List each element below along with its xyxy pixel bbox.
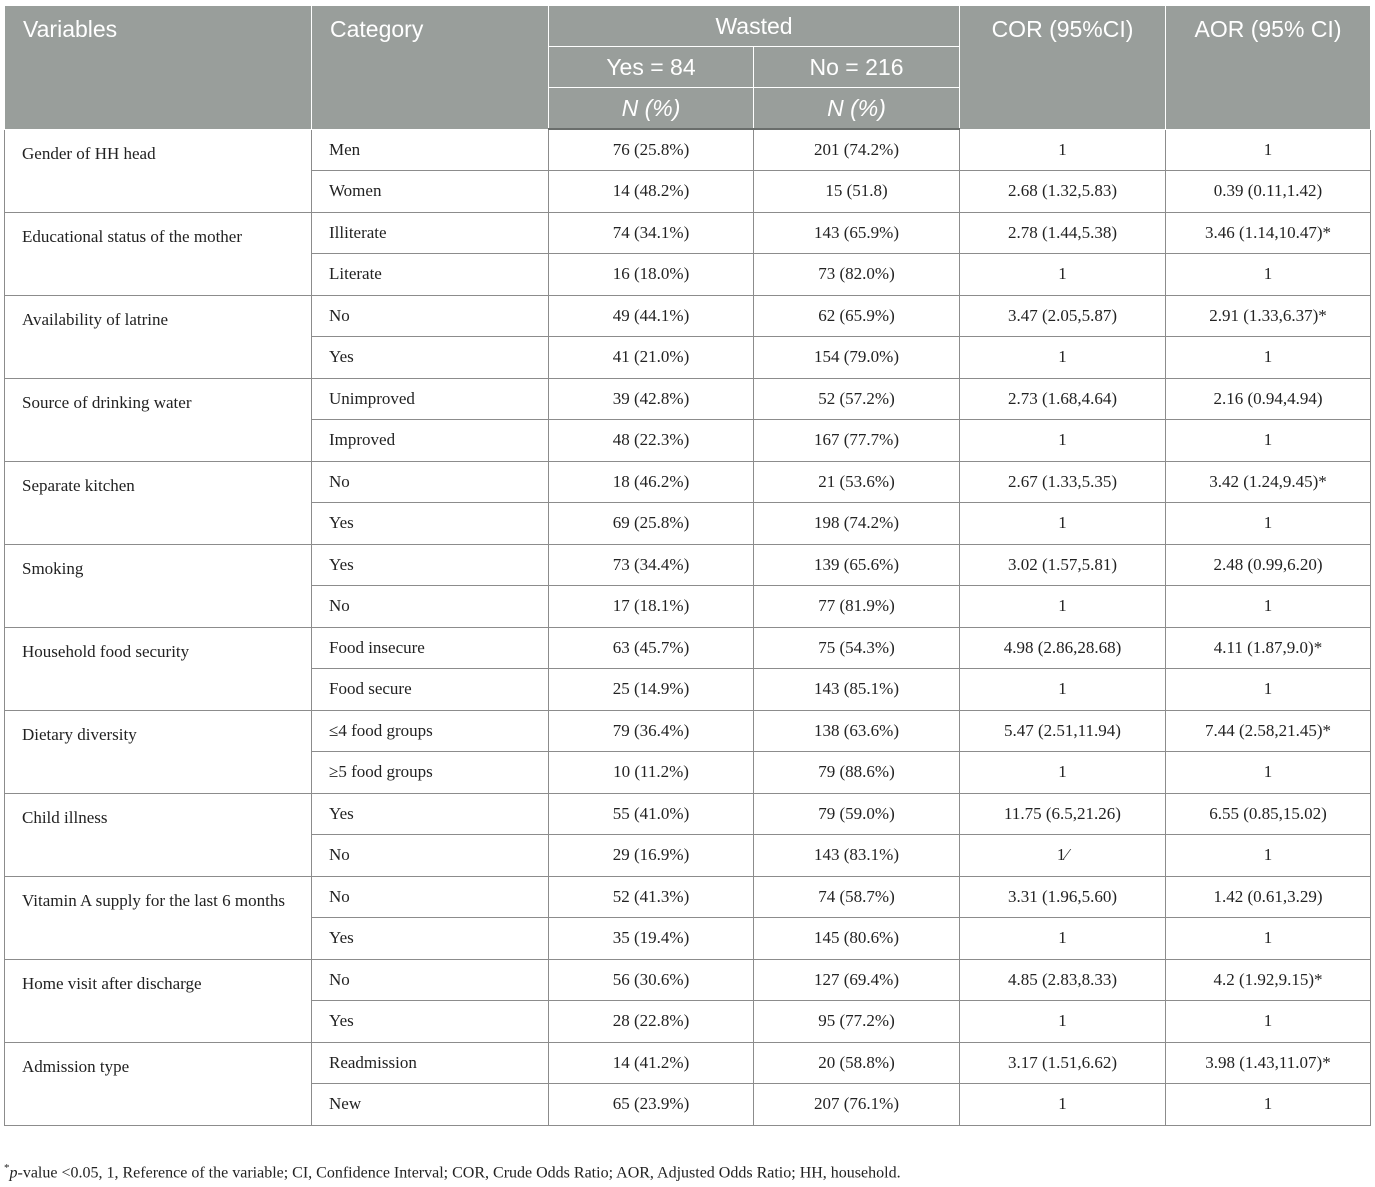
yes-count-cell: 69 (25.8%) bbox=[549, 503, 754, 545]
aor-cell: 1 bbox=[1166, 669, 1371, 711]
cor-cell: 1 bbox=[960, 420, 1166, 462]
no-count-cell: 75 (54.3%) bbox=[754, 627, 960, 669]
cor-cell: 1 bbox=[960, 337, 1166, 379]
header-variables: Variables bbox=[5, 6, 312, 130]
no-count-cell: 52 (57.2%) bbox=[754, 378, 960, 420]
cor-cell: 3.02 (1.57,5.81) bbox=[960, 544, 1166, 586]
yes-count-cell: 74 (34.1%) bbox=[549, 212, 754, 254]
category-cell: No bbox=[312, 461, 549, 503]
aor-cell: 1 bbox=[1166, 1001, 1371, 1043]
cor-cell: 1 bbox=[960, 129, 1166, 171]
aor-cell: 0.39 (0.11,1.42) bbox=[1166, 171, 1371, 213]
variable-cell: Gender of HH head bbox=[5, 129, 312, 212]
table-row bbox=[5, 793, 1371, 835]
category-cell: Yes bbox=[312, 793, 549, 835]
category-cell: Illiterate bbox=[312, 212, 549, 254]
no-count-cell: 20 (58.8%) bbox=[754, 1042, 960, 1084]
yes-count-cell: 28 (22.8%) bbox=[549, 1001, 754, 1043]
aor-cell: 1 bbox=[1166, 835, 1371, 877]
table-row bbox=[5, 129, 1371, 171]
aor-cell: 3.42 (1.24,9.45)* bbox=[1166, 461, 1371, 503]
category-cell: No bbox=[312, 835, 549, 877]
header-n-pct-no bbox=[754, 88, 960, 130]
yes-count-cell: 56 (30.6%) bbox=[549, 959, 754, 1001]
cor-cell: 1 bbox=[960, 254, 1166, 296]
no-count-cell: 167 (77.7%) bbox=[754, 420, 960, 462]
aor-cell: 3.46 (1.14,10.47)* bbox=[1166, 212, 1371, 254]
cor-cell: 3.47 (2.05,5.87) bbox=[960, 295, 1166, 337]
variable-cell: Vitamin A supply for the last 6 months bbox=[5, 876, 312, 959]
category-cell: New bbox=[312, 1084, 549, 1126]
yes-count-cell: 10 (11.2%) bbox=[549, 752, 754, 794]
aor-cell: 2.91 (1.33,6.37)* bbox=[1166, 295, 1371, 337]
no-count-cell: 207 (76.1%) bbox=[754, 1084, 960, 1126]
cor-cell: 1 bbox=[960, 1001, 1166, 1043]
no-count-cell: 127 (69.4%) bbox=[754, 959, 960, 1001]
category-cell: Women bbox=[312, 171, 549, 213]
table-row bbox=[5, 959, 1371, 1001]
yes-count-cell: 73 (34.4%) bbox=[549, 544, 754, 586]
no-count-cell: 138 (63.6%) bbox=[754, 710, 960, 752]
category-cell: Unimproved bbox=[312, 378, 549, 420]
yes-count-cell: 25 (14.9%) bbox=[549, 669, 754, 711]
no-count-cell: 143 (83.1%) bbox=[754, 835, 960, 877]
aor-cell: 1 bbox=[1166, 420, 1371, 462]
cor-cell: 2.73 (1.68,4.64) bbox=[960, 378, 1166, 420]
results-table bbox=[4, 5, 1371, 1126]
variable-cell: Educational status of the mother bbox=[5, 212, 312, 295]
yes-count-cell: 39 (42.8%) bbox=[549, 378, 754, 420]
yes-count-cell: 65 (23.9%) bbox=[549, 1084, 754, 1126]
cor-cell: 2.67 (1.33,5.35) bbox=[960, 461, 1166, 503]
no-count-cell: 15 (51.8) bbox=[754, 171, 960, 213]
table-row bbox=[5, 295, 1371, 337]
cor-cell: 1 bbox=[960, 1084, 1166, 1126]
cor-cell: 1 bbox=[960, 669, 1166, 711]
variable-cell: Source of drinking water bbox=[5, 378, 312, 461]
cor-cell: 1 bbox=[960, 752, 1166, 794]
category-cell: Yes bbox=[312, 544, 549, 586]
aor-cell: 1 bbox=[1166, 337, 1371, 379]
no-count-cell: 145 (80.6%) bbox=[754, 918, 960, 960]
cor-cell: 2.78 (1.44,5.38) bbox=[960, 212, 1166, 254]
cor-cell: 1 bbox=[960, 918, 1166, 960]
category-cell: Yes bbox=[312, 918, 549, 960]
category-cell: Improved bbox=[312, 420, 549, 462]
aor-cell: 2.16 (0.94,4.94) bbox=[1166, 378, 1371, 420]
yes-count-cell: 63 (45.7%) bbox=[549, 627, 754, 669]
aor-cell: 4.2 (1.92,9.15)* bbox=[1166, 959, 1371, 1001]
no-count-cell: 77 (81.9%) bbox=[754, 586, 960, 628]
cor-cell: 1⁄ bbox=[960, 835, 1166, 877]
no-count-cell: 79 (88.6%) bbox=[754, 752, 960, 794]
aor-cell: 7.44 (2.58,21.45)* bbox=[1166, 710, 1371, 752]
yes-count-cell: 16 (18.0%) bbox=[549, 254, 754, 296]
footnote bbox=[4, 1162, 901, 1182]
header-n-pct-yes bbox=[549, 88, 754, 130]
yes-count-cell: 52 (41.3%) bbox=[549, 876, 754, 918]
variable-cell: Admission type bbox=[5, 1042, 312, 1125]
category-cell: ≤4 food groups bbox=[312, 710, 549, 752]
footnote-text: -value <0.05, 1, Reference of the variable; CI, Confidence Interval; COR, Crude Odds Ratio; AOR, Adjusted Odds Ratio; HH, household. bbox=[17, 1164, 901, 1182]
category-cell: Food secure bbox=[312, 669, 549, 711]
category-cell: No bbox=[312, 295, 549, 337]
aor-cell: 3.98 (1.43,11.07)* bbox=[1166, 1042, 1371, 1084]
yes-count-cell: 35 (19.4%) bbox=[549, 918, 754, 960]
header-aor: AOR (95% CI) bbox=[1166, 6, 1371, 130]
category-cell: Men bbox=[312, 129, 549, 171]
cor-cell: 4.85 (2.83,8.33) bbox=[960, 959, 1166, 1001]
no-count-cell: 95 (77.2%) bbox=[754, 1001, 960, 1043]
header-wasted: Wasted bbox=[549, 6, 960, 47]
cor-cell: 2.68 (1.32,5.83) bbox=[960, 171, 1166, 213]
no-count-cell: 21 (53.6%) bbox=[754, 461, 960, 503]
variable-cell: Smoking bbox=[5, 544, 312, 627]
variable-cell: Availability of latrine bbox=[5, 295, 312, 378]
no-count-cell: 143 (85.1%) bbox=[754, 669, 960, 711]
no-count-cell: 198 (74.2%) bbox=[754, 503, 960, 545]
no-count-cell: 143 (65.9%) bbox=[754, 212, 960, 254]
yes-count-cell: 14 (48.2%) bbox=[549, 171, 754, 213]
category-cell: Yes bbox=[312, 337, 549, 379]
table-row bbox=[5, 461, 1371, 503]
yes-count-cell: 49 (44.1%) bbox=[549, 295, 754, 337]
cor-cell: 4.98 (2.86,28.68) bbox=[960, 627, 1166, 669]
table-row bbox=[5, 876, 1371, 918]
category-cell: Food insecure bbox=[312, 627, 549, 669]
variable-cell: Household food security bbox=[5, 627, 312, 710]
cor-cell: 1 bbox=[960, 503, 1166, 545]
yes-count-cell: 18 (46.2%) bbox=[549, 461, 754, 503]
table-body bbox=[5, 129, 1371, 1125]
variable-cell: Child illness bbox=[5, 793, 312, 876]
aor-cell: 1 bbox=[1166, 1084, 1371, 1126]
header-cor: COR (95%CI) bbox=[960, 6, 1166, 130]
aor-cell: 1 bbox=[1166, 254, 1371, 296]
aor-cell: 1 bbox=[1166, 503, 1371, 545]
variable-cell: Home visit after discharge bbox=[5, 959, 312, 1042]
table-row bbox=[5, 544, 1371, 586]
cor-cell: 3.17 (1.51,6.62) bbox=[960, 1042, 1166, 1084]
header-no: No = 216 bbox=[754, 47, 960, 88]
yes-count-cell: 14 (41.2%) bbox=[549, 1042, 754, 1084]
no-count-cell: 201 (74.2%) bbox=[754, 129, 960, 171]
category-cell: Literate bbox=[312, 254, 549, 296]
yes-count-cell: 29 (16.9%) bbox=[549, 835, 754, 877]
table-row bbox=[5, 212, 1371, 254]
table-row bbox=[5, 710, 1371, 752]
header-n-pct-no-text: N (%) bbox=[827, 94, 886, 121]
table-row bbox=[5, 1042, 1371, 1084]
yes-count-cell: 76 (25.8%) bbox=[549, 129, 754, 171]
footnote-pvalue: p bbox=[9, 1164, 18, 1182]
table-row bbox=[5, 627, 1371, 669]
no-count-cell: 139 (65.6%) bbox=[754, 544, 960, 586]
yes-count-cell: 48 (22.3%) bbox=[549, 420, 754, 462]
cor-cell: 11.75 (6.5,21.26) bbox=[960, 793, 1166, 835]
aor-cell: 1 bbox=[1166, 586, 1371, 628]
no-count-cell: 154 (79.0%) bbox=[754, 337, 960, 379]
variable-cell: Separate kitchen bbox=[5, 461, 312, 544]
cor-cell: 5.47 (2.51,11.94) bbox=[960, 710, 1166, 752]
aor-cell: 1 bbox=[1166, 129, 1371, 171]
cor-cell: 3.31 (1.96,5.60) bbox=[960, 876, 1166, 918]
yes-count-cell: 41 (21.0%) bbox=[549, 337, 754, 379]
category-cell: No bbox=[312, 959, 549, 1001]
category-cell: No bbox=[312, 876, 549, 918]
no-count-cell: 74 (58.7%) bbox=[754, 876, 960, 918]
category-cell: Yes bbox=[312, 1001, 549, 1043]
category-cell: No bbox=[312, 586, 549, 628]
table-row bbox=[5, 378, 1371, 420]
category-cell: ≥5 food groups bbox=[312, 752, 549, 794]
yes-count-cell: 17 (18.1%) bbox=[549, 586, 754, 628]
no-count-cell: 79 (59.0%) bbox=[754, 793, 960, 835]
no-count-cell: 62 (65.9%) bbox=[754, 295, 960, 337]
aor-cell: 1 bbox=[1166, 752, 1371, 794]
aor-cell: 1 bbox=[1166, 918, 1371, 960]
aor-cell: 2.48 (0.99,6.20) bbox=[1166, 544, 1371, 586]
no-count-cell: 73 (82.0%) bbox=[754, 254, 960, 296]
footnote-marker: * bbox=[4, 1162, 10, 1174]
aor-cell: 1.42 (0.61,3.29) bbox=[1166, 876, 1371, 918]
variable-cell: Dietary diversity bbox=[5, 710, 312, 793]
category-cell: Yes bbox=[312, 503, 549, 545]
yes-count-cell: 79 (36.4%) bbox=[549, 710, 754, 752]
category-cell: Readmission bbox=[312, 1042, 549, 1084]
header-yes: Yes = 84 bbox=[549, 47, 754, 88]
yes-count-cell: 55 (41.0%) bbox=[549, 793, 754, 835]
aor-cell: 6.55 (0.85,15.02) bbox=[1166, 793, 1371, 835]
aor-cell: 4.11 (1.87,9.0)* bbox=[1166, 627, 1371, 669]
header-n-pct-yes-text: N (%) bbox=[621, 94, 681, 121]
cor-cell: 1 bbox=[960, 586, 1166, 628]
header-category: Category bbox=[312, 6, 549, 130]
